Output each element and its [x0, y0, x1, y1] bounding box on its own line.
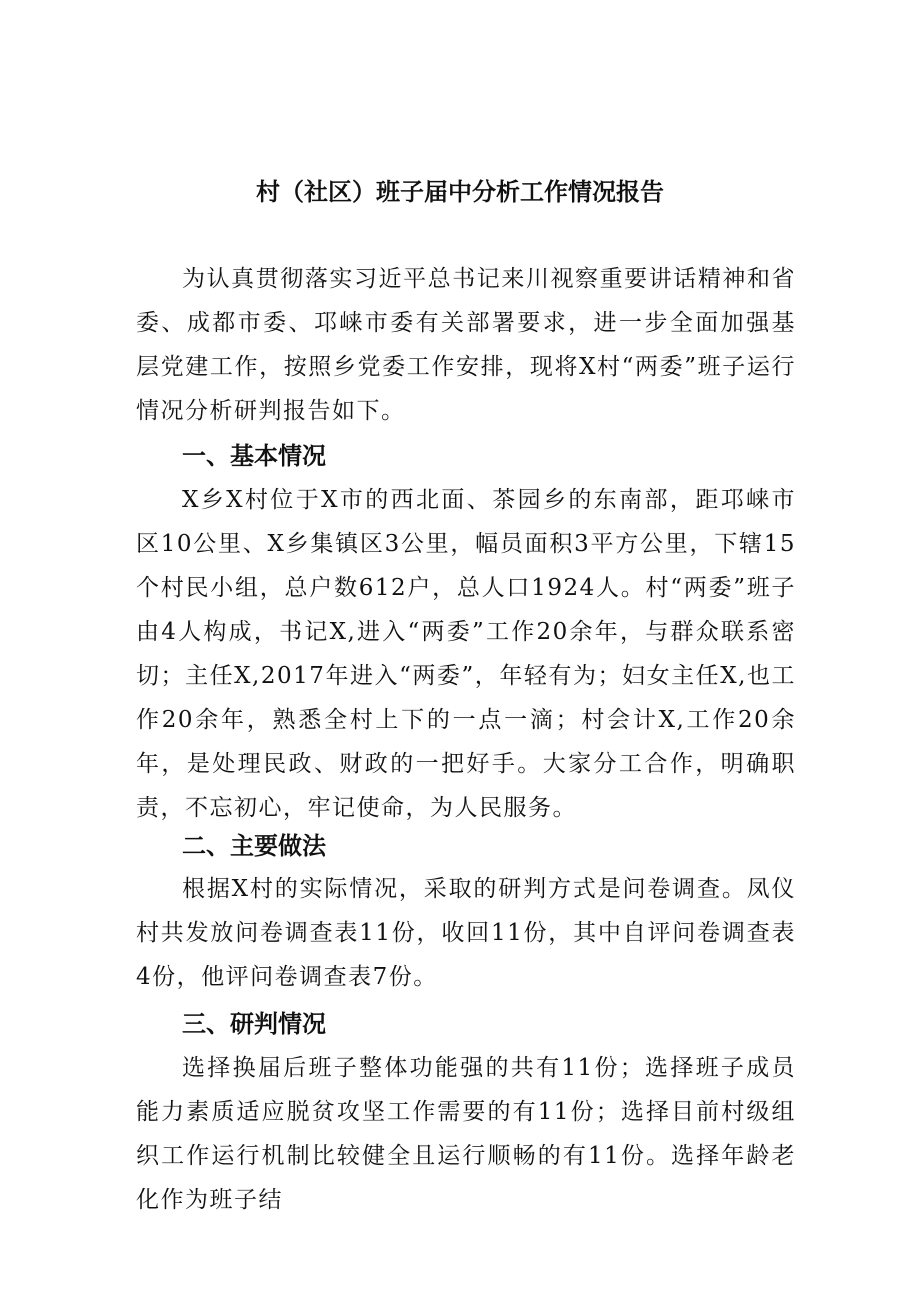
section-heading-main-methods: 二、主要做法	[182, 832, 326, 860]
section-paragraph-analysis: 选择换届后班子整体功能强的共有11份；选择班子成员能力素质适应脱贫攻坚工作需要的有11份；选择目前村级组织工作运行机制比较健全且运行顺畅的有11份。选择年龄老化作为班子结	[136, 1055, 796, 1213]
section-paragraph-basic-situation: X乡X村位于X市的西北面、茶园乡的东南部，距邛崃市区10公里、X乡集镇区3公里，幅员面积3平方公里，下辖15个村民小组，总户数612户，总人口1924人。村“两委”班子由4人构成，书记X,进入“两委”工作20余年，与群众联系密切；主任X,2017年进入“两委”，年轻有为；妇女主任X,也工作20余年，熟悉全村上下的一点一滴；村会计X,工作20余年，是处理民政、财政的一把好手。大家分工合作，明确职责，不忘初心，牢记使命，为人民服务。	[136, 487, 796, 821]
document-title: 村（社区）班子届中分析工作情况报告	[256, 178, 664, 206]
section-paragraph-main-methods: 根据X村的实际情况，采取的研判方式是问卷调查。凤仪村共发放问卷调查表11份，收回11份，其中自评问卷调查表4份，他评问卷调查表7份。	[136, 876, 796, 990]
section-heading-basic-situation: 一、基本情况	[182, 442, 326, 470]
section-heading-analysis: 三、研判情况	[182, 1010, 326, 1038]
intro-paragraph: 为认真贯彻落实习近平总书记来川视察重要讲话精神和省委、成都市委、邛崃市委有关部署要求，进一步全面加强基层党建工作，按照乡党委工作安排，现将X村“两委”班子运行情况分析研判报告如下。	[136, 266, 796, 424]
